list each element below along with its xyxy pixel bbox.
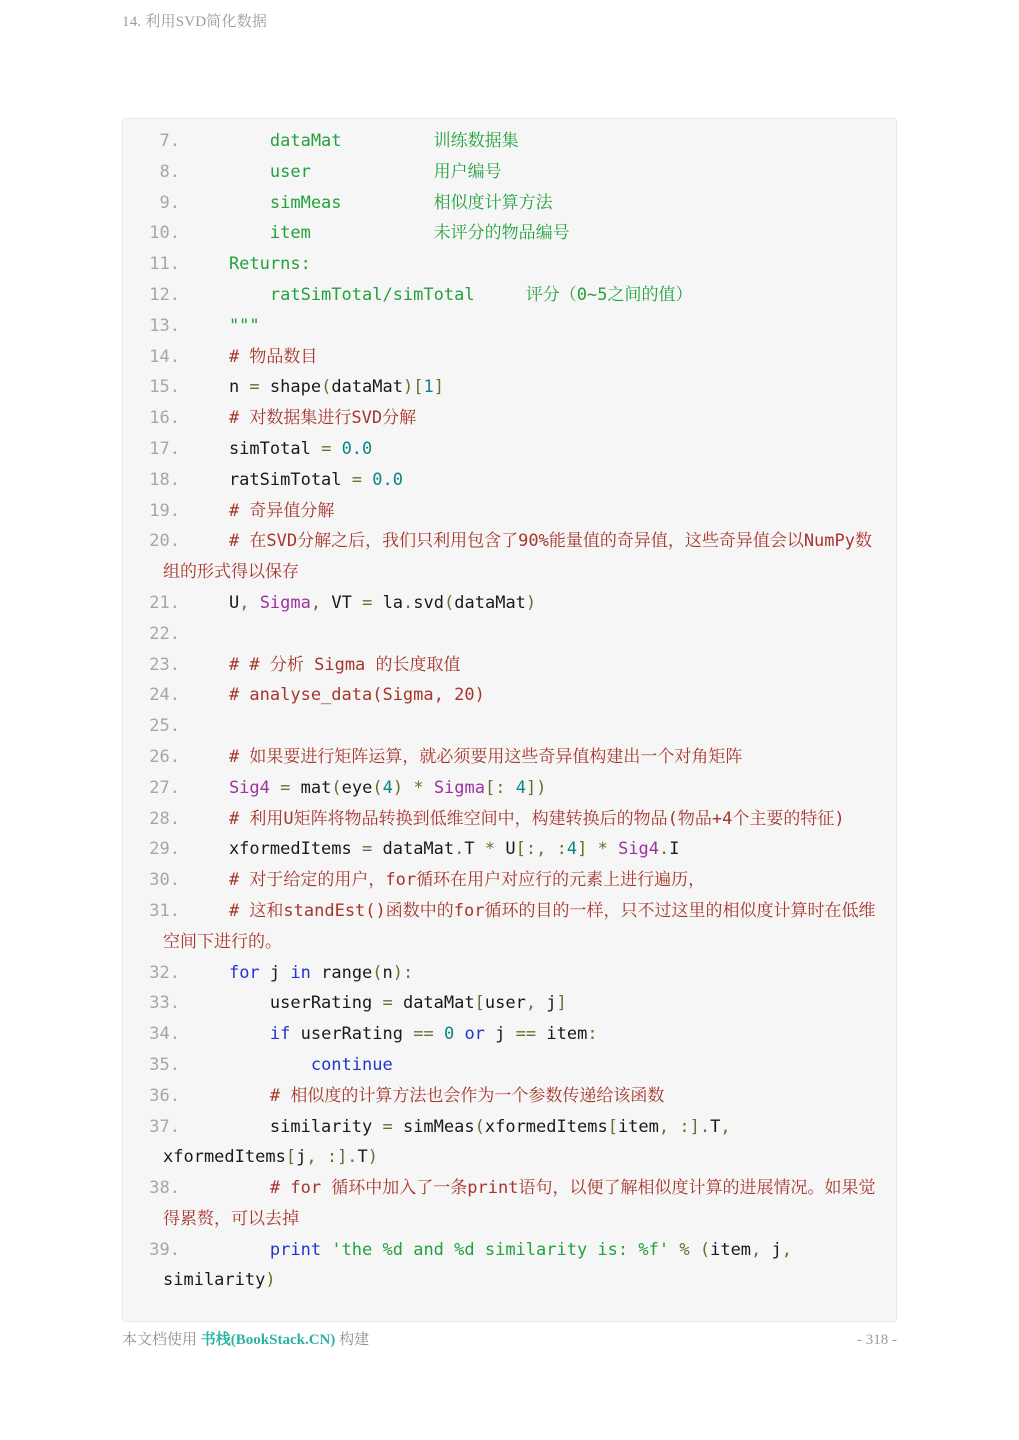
code-line xyxy=(135,311,886,342)
code-line xyxy=(135,896,886,927)
footer-suffix: 构建 xyxy=(335,1332,370,1348)
line-number: 35. xyxy=(149,1054,180,1075)
code-line xyxy=(135,1142,886,1173)
line-number: 25. xyxy=(149,716,180,737)
code-text: similarity = simMeas(xformedItems[item, :].T, xyxy=(188,1116,731,1137)
page-number: - 318 - xyxy=(857,1332,897,1348)
line-number: 21. xyxy=(149,592,180,613)
footer-prefix: 本文档使用 xyxy=(122,1332,201,1348)
code-text: item 未评分的物品编号 xyxy=(188,223,570,244)
code-line xyxy=(135,1204,886,1235)
line-number: 15. xyxy=(149,377,180,398)
line-number: 27. xyxy=(149,777,180,798)
line-number: 32. xyxy=(149,962,180,983)
code-text: n = shape(dataMat)[1] xyxy=(188,377,444,398)
code-line xyxy=(135,1050,886,1081)
line-number: 28. xyxy=(149,808,180,829)
code-line xyxy=(135,280,886,311)
code-line xyxy=(135,958,886,989)
code-text: 组的形式得以保存 xyxy=(163,562,299,583)
code-text: print 'the %d and %d similarity is: %f' % (item, j, xyxy=(269,1239,793,1260)
line-number: 13. xyxy=(149,315,180,336)
code-line xyxy=(135,619,886,650)
code-text: # 对数据集进行SVD分解 xyxy=(188,408,417,429)
code-line xyxy=(135,465,886,496)
code-line xyxy=(135,804,886,835)
code-line xyxy=(135,1235,886,1266)
code-line xyxy=(135,1173,886,1204)
code-line xyxy=(135,218,886,249)
line-number: 33. xyxy=(149,993,180,1014)
line-number: 36. xyxy=(149,1085,180,1106)
line-number: 8. xyxy=(159,161,180,182)
line-number: 19. xyxy=(149,500,180,521)
line-number: 22. xyxy=(149,623,180,644)
code-line xyxy=(135,342,886,373)
line-number: 11. xyxy=(149,254,180,275)
code-text: Sig4 = mat(eye(4) * Sigma[: 4]) xyxy=(188,777,547,798)
code-line xyxy=(135,988,886,1019)
code-line xyxy=(135,650,886,681)
code-line xyxy=(135,1081,886,1112)
line-number: 23. xyxy=(149,654,180,675)
code-text: continue xyxy=(310,1054,393,1075)
line-number: 10. xyxy=(149,223,180,244)
code-line xyxy=(135,157,886,188)
line-number: 12. xyxy=(149,284,180,305)
code-text: simMeas 相似度计算方法 xyxy=(188,192,553,213)
bookstack-brand-link[interactable]: 书栈(BookStack.CN) xyxy=(200,1332,336,1348)
code-text: # 相似度的计算方法也会作为一个参数传递给该函数 xyxy=(188,1085,665,1106)
code-text: 空间下进行的。 xyxy=(163,931,282,952)
page-footer xyxy=(122,1328,897,1349)
line-number: 30. xyxy=(149,870,180,891)
page-header: 14. 利用SVD简化数据 xyxy=(122,14,268,30)
code-text: # 对于给定的用户，for循环在用户对应行的元素上进行遍历， xyxy=(188,870,706,891)
code-text: # 这和standEst()函数中的for循环的目的一样，只不过这里的相似度计算时在低维 xyxy=(188,900,876,921)
code-line xyxy=(135,773,886,804)
code-line xyxy=(135,680,886,711)
code-line xyxy=(135,188,886,219)
code-text: xformedItems[j, :].T) xyxy=(163,1147,379,1168)
line-number: 31. xyxy=(149,900,180,921)
code-line xyxy=(135,434,886,465)
code-text: user 用户编号 xyxy=(188,161,502,182)
code-line xyxy=(135,927,886,958)
code-line xyxy=(135,526,886,557)
code-text: U, Sigma, VT = la.svd(dataMat) xyxy=(188,592,537,613)
code-text: # 利用U矩阵将物品转换到低维空间中，构建转换后的物品(物品+4个主要的特征) xyxy=(188,808,845,829)
code-text: 得累赘，可以去掉 xyxy=(163,1208,299,1229)
code-text: ratSimTotal/simTotal 评分（0~5之间的值） xyxy=(188,284,693,305)
code-line xyxy=(135,249,886,280)
code-text: # 奇异值分解 xyxy=(188,500,335,521)
code-text: """ xyxy=(188,315,260,336)
line-number: 29. xyxy=(149,839,180,860)
code-line xyxy=(135,557,886,588)
line-number: 37. xyxy=(149,1116,180,1137)
code-text: # 如果要进行矩阵运算，就必须要用这些奇异值构建出一个对角矩阵 xyxy=(188,746,743,767)
code-line xyxy=(135,711,886,742)
footer-build-note xyxy=(122,1328,369,1349)
line-number: 18. xyxy=(149,469,180,490)
code-text: ratSimTotal = 0.0 xyxy=(188,469,403,490)
code-line xyxy=(135,588,886,619)
line-number: 24. xyxy=(149,685,180,706)
code-line xyxy=(135,742,886,773)
code-line xyxy=(135,865,886,896)
code-text: similarity) xyxy=(163,1270,276,1291)
code-text: userRating = dataMat[user, j] xyxy=(188,993,567,1014)
code-text: # # 分析 Sigma 的长度取值 xyxy=(188,654,461,675)
code-line xyxy=(135,496,886,527)
code-text: simTotal = 0.0 xyxy=(188,438,373,459)
code-line xyxy=(135,1019,886,1050)
line-number: 34. xyxy=(149,1024,180,1045)
line-number: 20. xyxy=(149,531,180,552)
code-line xyxy=(135,372,886,403)
line-number: 16. xyxy=(149,408,180,429)
line-number: 14. xyxy=(149,346,180,367)
code-line xyxy=(135,126,886,157)
code-line xyxy=(135,834,886,865)
line-number: 7. xyxy=(159,131,180,151)
code-text: # for 循环中加入了一条print语句，以便了解相似度计算的进展情况。如果觉 xyxy=(188,1178,876,1199)
code-text: dataMat 训练数据集 xyxy=(188,131,519,151)
code-text: # analyse_data(Sigma, 20) xyxy=(188,685,485,706)
line-number: 17. xyxy=(149,438,180,459)
code-line xyxy=(135,1112,886,1143)
line-number: 38. xyxy=(149,1178,180,1199)
code-text: for j in range(n): xyxy=(228,962,414,983)
code-line xyxy=(135,403,886,434)
code-text: xformedItems = dataMat.T * U[:, :4] * Sig4.I xyxy=(188,839,680,860)
code-text: # 物品数目 xyxy=(188,346,318,367)
code-text: if userRating == 0 or j == item: xyxy=(269,1024,598,1045)
line-number: 26. xyxy=(149,746,180,767)
code-block xyxy=(122,118,897,1322)
code-line xyxy=(135,1265,886,1296)
code-text: Returns: xyxy=(188,254,311,275)
code-text: # 在SVD分解之后，我们只利用包含了90%能量值的奇异值，这些奇异值会以NumPy数 xyxy=(188,531,872,552)
line-number: 39. xyxy=(149,1239,180,1260)
line-number: 9. xyxy=(159,192,180,213)
